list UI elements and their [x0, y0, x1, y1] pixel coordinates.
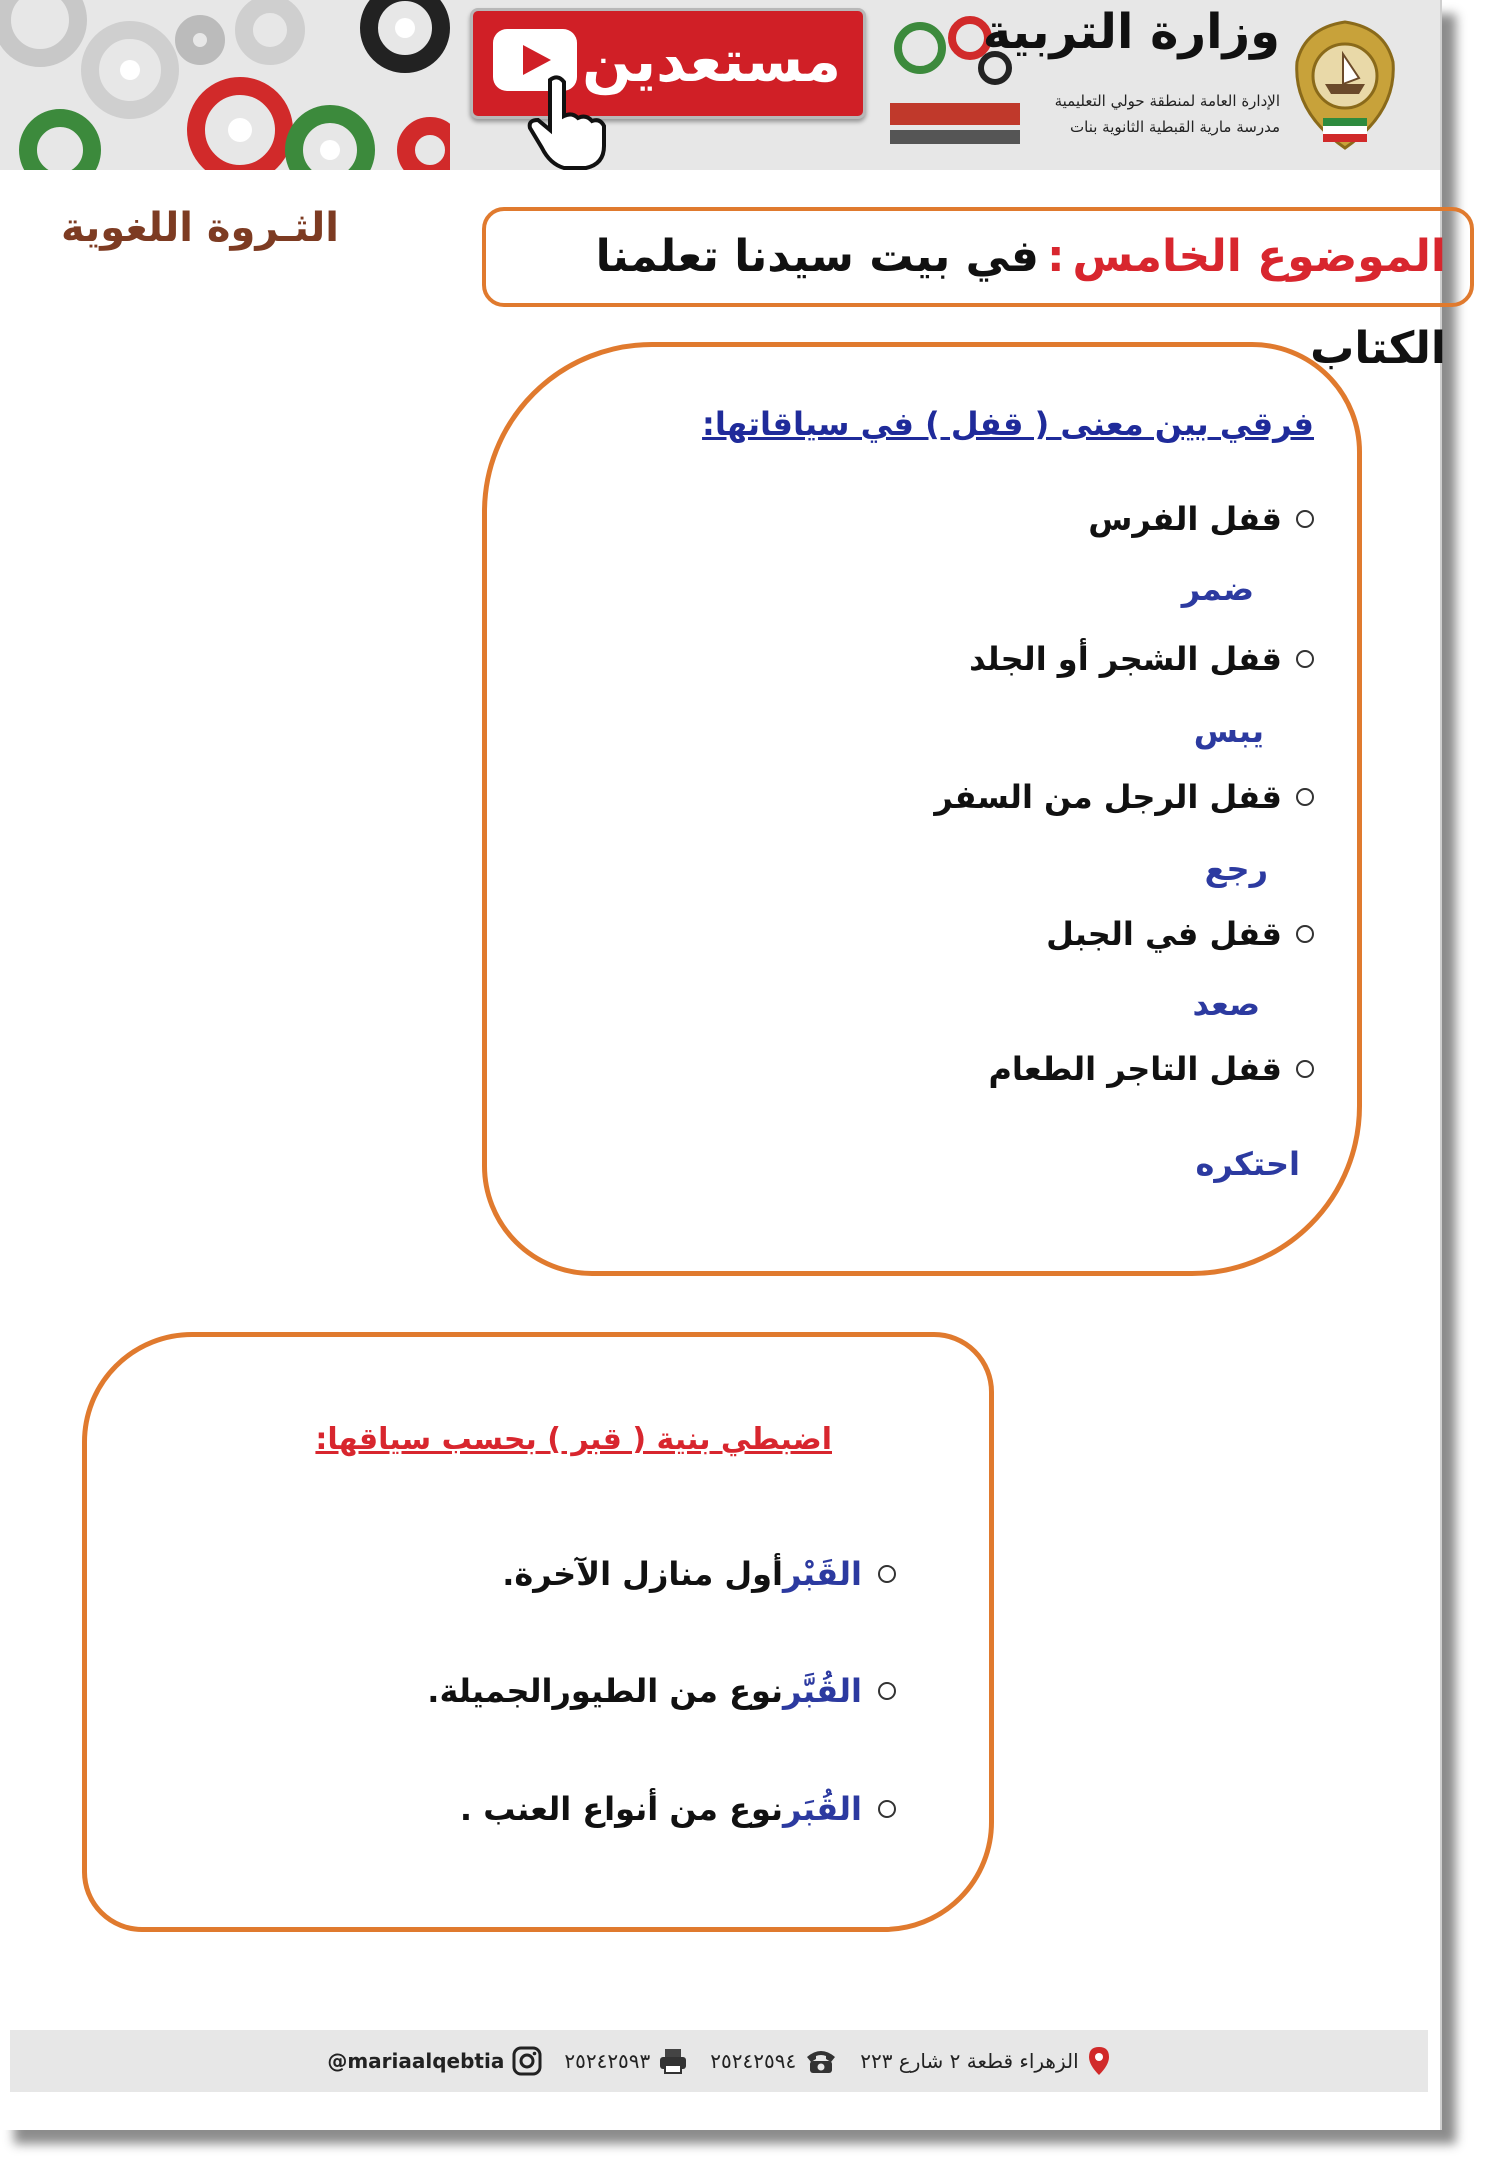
list-item — [460, 1790, 896, 1828]
list-item — [1046, 915, 1314, 953]
header-banner — [0, 0, 1440, 170]
list-item — [969, 640, 1314, 678]
topic-value: في بيت سيدنا تعلمنا الكتاب — [595, 231, 1446, 374]
item-answer: يبس — [1193, 712, 1264, 750]
hand-cursor-icon — [520, 70, 610, 170]
topic-separator: : — [1046, 231, 1065, 282]
item-answer: ضمر — [1181, 570, 1254, 608]
footer-instagram — [327, 2046, 542, 2076]
bullet-icon — [878, 1682, 896, 1700]
subscribe-button-label: مستعدين — [582, 27, 841, 95]
list-item — [427, 1672, 896, 1710]
topic-label: الموضوع الخامس — [1072, 231, 1446, 282]
ministry-subtitle-school: مدرسة مارية القبطية الثانوية بنات — [1070, 118, 1280, 136]
footer-address — [860, 2045, 1110, 2077]
item-answer: احتكره — [1195, 1145, 1300, 1183]
topic-title-box — [482, 207, 1474, 374]
fax-number: ٢٥٢٤٢٥٩٣ — [564, 2049, 651, 2073]
item-sentence: أول منازل الآخرة. — [502, 1555, 784, 1593]
footer-phone — [710, 2047, 838, 2075]
instagram-handle[interactable]: @mariaalqebtia — [327, 2049, 505, 2073]
section-name: الثـروة اللغوية — [60, 205, 339, 251]
item-sentence: نوع من أنواع العنب . — [459, 1790, 784, 1828]
fax-icon — [658, 2047, 688, 2075]
list-item — [502, 1555, 896, 1593]
phone-number: ٢٥٢٤٢٥٩٤ — [710, 2049, 797, 2073]
bullet-icon — [1296, 510, 1314, 528]
list-item — [1088, 500, 1314, 538]
item-sentence: نوع من الطيورالجميلة. — [427, 1672, 784, 1710]
bullet-icon — [1296, 925, 1314, 943]
item-phrase: قفل الفرس — [1088, 500, 1282, 538]
footer-bar — [10, 2030, 1428, 2092]
item-answer: صعد — [1192, 985, 1260, 1023]
bullet-icon — [878, 1800, 896, 1818]
ministry-subtitle-district: الإدارة العامة لمنطقة حولي التعليمية — [1054, 92, 1280, 110]
bullet-icon — [1296, 1060, 1314, 1078]
location-icon — [1087, 2045, 1111, 2077]
item-word: القُبَّر — [783, 1672, 862, 1710]
item-phrase: قفل في الجبل — [1046, 915, 1282, 953]
item-phrase: قفل الشجر أو الجلد — [969, 640, 1282, 678]
address-text: الزهراء قطعة ٢ شارع ٢٢٣ — [860, 2049, 1079, 2073]
instagram-icon — [512, 2046, 542, 2076]
list-item — [988, 1050, 1314, 1088]
list-item — [934, 778, 1314, 816]
exercise2-title: اضبطي بنية ( قبر ) بحسب سياقها: — [315, 1422, 832, 1457]
item-phrase: قفل التاجر الطعام — [988, 1050, 1282, 1088]
item-answer: رجع — [1204, 850, 1268, 888]
bullet-icon — [1296, 650, 1314, 668]
item-word: القَبْر — [783, 1555, 862, 1593]
bullet-icon — [878, 1565, 896, 1583]
kuwait-emblem-icon — [1285, 14, 1405, 154]
exercise1-title: فرقي بين معنى ( قفل ) في سياقاتها: — [702, 405, 1314, 443]
gears-decoration-icon — [0, 0, 450, 170]
item-word: القُبَر — [783, 1790, 862, 1828]
item-phrase: قفل الرجل من السفر — [934, 778, 1282, 816]
footer-fax — [564, 2047, 688, 2075]
phone-icon — [804, 2047, 838, 2075]
ministry-title: وزارة التربية — [982, 4, 1280, 60]
bullet-icon — [1296, 788, 1314, 806]
